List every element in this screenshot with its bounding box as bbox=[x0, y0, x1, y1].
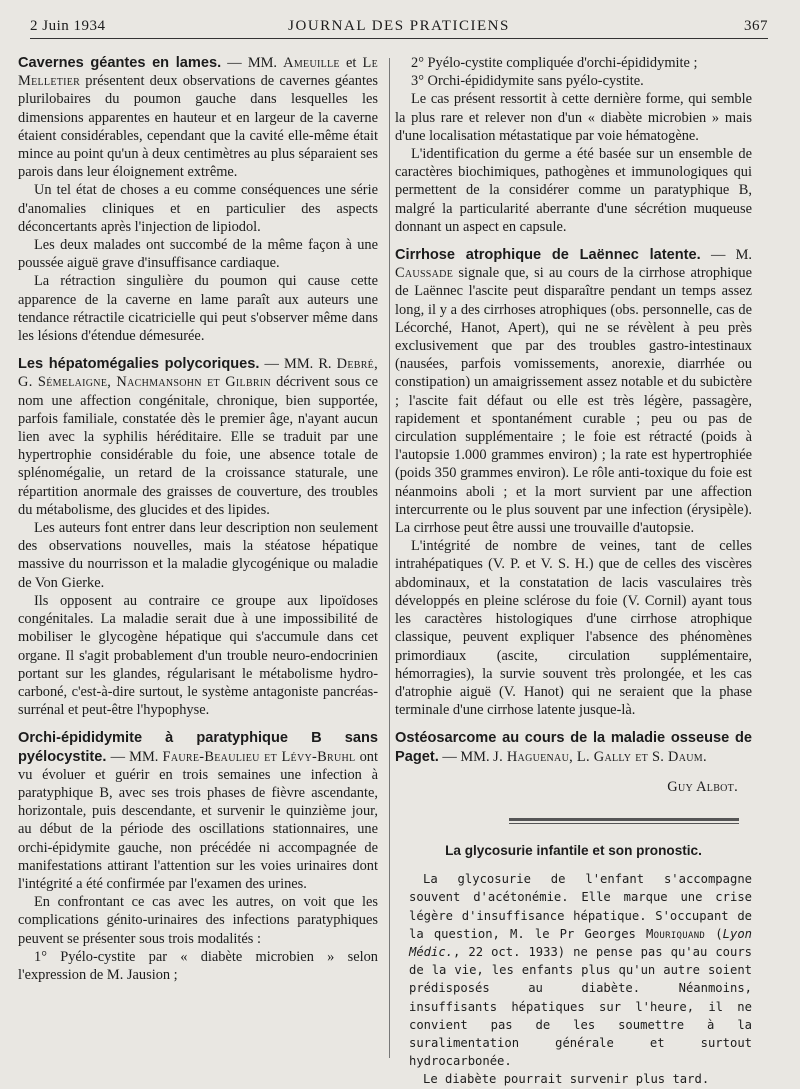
article-paragraph: 3° Orchi-épididymite sans pyélo-cystite. bbox=[411, 73, 644, 90]
article-paragraph: Un tel état de choses a eu comme conséquences une série d'anomalies cliniques et en particulier des aspects déconcertants après l'injection de lipiodol. bbox=[18, 182, 378, 235]
article-heading: Cavernes géantes en lames. bbox=[18, 55, 222, 71]
article-paragraph: Ostéosarcome au cours de la maladie osseuse de Paget. — MM. J. Haguenau, L. Gally et S. Daum. bbox=[395, 730, 752, 765]
article-heading: Orchi-épididymite à paratyphique B sans pyélocystite. bbox=[18, 730, 378, 765]
notice-body bbox=[409, 870, 752, 1088]
article-paragraph: Les deux malades ont succombé de la même façon à une poussée aiguë grave d'insuffisance cardiaque. bbox=[18, 237, 378, 272]
author-name: Ameuille bbox=[283, 55, 340, 71]
article-heading: Cirrhose atrophique de Laënnec latente. bbox=[395, 247, 701, 264]
issue-date: 2 Juin 1934 bbox=[30, 18, 106, 34]
author-name: Mouriquand bbox=[646, 926, 706, 941]
column-divider bbox=[389, 58, 390, 1058]
article-heading: Les hépatomégalies polycoriques. bbox=[18, 356, 260, 373]
notice-paragraph: La glycosurie de l'enfant s'accompagne souvent d'acétonémie. Elle marque une crise légère d'insuffisance hépatique. S'occupant de la question, M. le Pr Georges Mouriquand (Lyon Médic., 22 oct. 1933) ne pense pas qu'au cours de la vie, les enfants plus qu'un autre soient prédisposés au diabète. Néanmoins, insuffisants hépatiques sur l'heure, il ne convient pas de les soumettre à la suralimentation générale et surtout hydrocarbonée. bbox=[409, 872, 753, 1069]
article-heading: Ostéosarcome au cours de la maladie osseuse de Paget. bbox=[395, 730, 752, 765]
running-head bbox=[30, 16, 768, 39]
journal-reference: Lyon Médic. bbox=[409, 926, 752, 959]
article-paragraph: L'intégrité de nombre de veines, tant de celles intrahépatiques (V. P. et V. S. H.) que de celles des viscères abdominaux, et la constatation de lacis vasculaires très développés en pleine sclérose du foie (V. Cornil) ayant tous les caractères histologiques d'une cirrhose atrophique classique, peuvent expliquer l'absence des phénomènes primordiaux (ascite, circulation supplémentaire, hémorragies), la survie souvent très prolongée, et les cas d'atrophie aiguë (V. Hanot) qui ne seraient que la phase terminale d'une cirrhose latente jusque-là. bbox=[395, 538, 752, 719]
article-hepatomegalies bbox=[18, 355, 378, 719]
right-column bbox=[395, 48, 752, 1089]
notice-paragraph: Le diabète pourrait survenir plus tard. bbox=[423, 1072, 710, 1087]
article-paragraph: 1° Pyélo-cystite par « diabète microbien » selon l'expression de M. Jausion ; bbox=[18, 948, 378, 983]
article-cavernes bbox=[18, 54, 378, 345]
author-name: Le Melletier bbox=[18, 55, 378, 90]
journal-title: JOURNAL DES PRATICIENS bbox=[288, 18, 510, 34]
author-name: J. Haguenau, L. Gally et S. Daum. bbox=[493, 748, 707, 765]
author-name: Debré, G. Sémelaigne, Nachmansohn et Gilbrin bbox=[18, 356, 378, 391]
article-paragraph: Les auteurs font entrer dans leur description non seulement des observations nouvelles, mais la stéatose hépatique massive du nourrisson et la maladie glycogénique ou maladie de Von Gierke. bbox=[18, 520, 378, 591]
article-osteosarcome bbox=[395, 729, 752, 765]
article-cirrhose bbox=[395, 246, 752, 719]
article-paragraph: Le cas présent ressortit à cette dernière forme, qui semble la plus rare et relever non d'un « diabète microbien » mais d'une localisation métastatique par voie hématogène. bbox=[395, 91, 752, 144]
notice-heading: La glycosurie infantile et son pronostic. bbox=[445, 842, 702, 858]
article-paragraph: En confrontant ce cas avec les autres, on voit que les complications génito-urinaires des infections paratyphiques peuvent se présenter sous trois modalités : bbox=[18, 894, 378, 947]
article-paragraph: L'identification du germe a été basée sur un ensemble de caractères biochimiques, pathogènes et immunologiques qui permettent de la considérer comme un paratyphique B, malgré la particularité aberrante d'une sécrétion muqueuse donnant un aspect en capsule. bbox=[395, 146, 752, 235]
signature: Guy Albot. bbox=[667, 778, 738, 795]
section-rule bbox=[509, 818, 739, 824]
article-paragraph: Cirrhose atrophique de Laënnec latente. — M. Caussade signale que, si au cours de la cirrhose atrophique de Laënnec l'ascite peut disparaître pendant un temps assez long, il y a des cirrhoses atrophiques (obs. personnelle, cas de Lécorché, Hanot, Apert), qui ne se révèlent à peu près exclusivement que par des troubles gastro-intestinaux (nausées, parfois vomissements, anorexie, diarrhée ou constipation) un amaigrissement assez notable et du subictère ; l'ascite fait défaut ou elle est très légère, passagère, rapidement et spontanément curable ; peu ou pas de circulation supplémentaire ; le foie est rétracté (poids à l'autopsie 1.000 grammes environ) ; la rate est hypertrophiée (poids 350 grammes environ). Le rôle anti-toxique du foie est néanmoins aboli ; et la mort survient par une affection intercurrente ou le plus souvent par une infection (érysipèle). La cirrhose peut être aussi une trouvaille d'autopsie. bbox=[395, 247, 753, 537]
author-name: Faure-Beaulieu et Lévy-Bruhl bbox=[162, 748, 356, 765]
author-name: Caussade bbox=[395, 265, 454, 282]
article-paragraph: Les hépatomégalies polycoriques. — MM. R. Debré, G. Sémelaigne, Nachmansohn et Gilbrin décrivent sous ce nom une affection congénitale, chronique, bien supportée, parfois familiale, constatée dès le premier âge, n'ayant aucun lien avec la syphilis héréditaire. Elle se traduit par une hypertrophie considérable du foie, une absence totale de splénomégalie, un retard de la croissance staturale, une répartition anormale des graisses de couverture, des troubles du métabolisme, des glucides et des lipides. bbox=[18, 356, 378, 518]
left-column bbox=[18, 48, 378, 984]
article-orchi-continued bbox=[395, 54, 752, 236]
article-paragraph: Orchi-épididymite à paratyphique B sans pyélocystite. — MM. Faure-Beaulieu et Lévy-Bruhl ont vu évoluer et guérir en trois semaines une infection à paratyphique B, avec ses trois phases de fièvre ascendante, horizontale, puis descendante, et survenir le quinzième jour, au début de la période des oscillations stationnaires, une orchi-épidymite gauche, non précédée ni accompagnée de manifestations attirant l'attention sur les voies urinaires dont l'intégrité a été confirmée par l'examen des urines. bbox=[18, 730, 378, 892]
article-paragraph: La rétraction singulière du poumon qui cause cette apparence de la caverne en lame paraît aux auteurs une tendance rétractile cicatricielle qui peut s'observer même dans les lésions d'étendue démesurée. bbox=[18, 273, 378, 345]
article-paragraph: 2° Pyélo-cystite compliquée d'orchi-épididymite ; bbox=[411, 55, 698, 71]
page-number: 367 bbox=[744, 18, 768, 34]
article-paragraph: Ils opposent au contraire ce groupe aux lipoïdoses congénitales. La maladie serait due à une impossibilité de mobiliser le glycogène hépatique qui s'accumule dans cet organe. Il s'agit probablement d'un trouble neuro-endocrinien portant sur les glandes, régularisant le métabolisme hydro-carboné, c'est-à-dire surtout, le système antagoniste pancréas-surrénal et peut-être l'hypophyse. bbox=[18, 592, 378, 719]
article-paragraph: Cavernes géantes en lames. — MM. Ameuille et Le Melletier présentent deux observations de cavernes géantes plurilobaires du poumon gauche dans lesquelles les dimensions apparentes en hauteur et en largeur de la caverne étaient considérables, cependant que la cavité elle-même était mince au point qu'un à deux centimètres au plus séparaient ses parois dans leur éloignement extrême. bbox=[18, 55, 378, 181]
article-orchi-epididymite bbox=[18, 729, 378, 984]
